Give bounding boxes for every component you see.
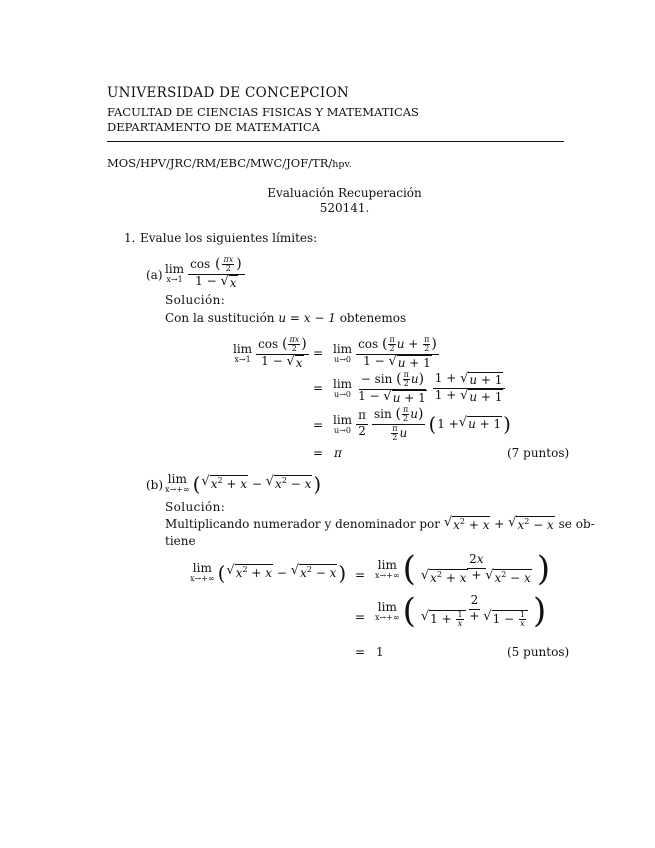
part-b-label: (b) <box>146 478 164 492</box>
course-code: 520141. <box>319 201 370 215</box>
authors-tail: hpv. <box>332 159 352 170</box>
part-b-points: (5 puntos) <box>507 645 570 659</box>
part-b-intro-line2: tiene <box>165 534 196 548</box>
part-b-lhs: lim x→+∞ ( √ $x^2 + x$ − √ $x^2 - x$ ) <box>190 560 347 585</box>
part-a-step3: lim u→0 $\frac{\pi}{2}$ sin ( $\frac{\pi}{2}$ u) $\frac{\pi}{2}$ u ( 1 + √ u + 1 ) <box>333 405 511 442</box>
part-a-step2: lim u→0 − sin ( $\frac{\pi}{2}$ u) 1 − √ u + 1 1 + √ u + 1 1 + √ u + 1 <box>333 371 507 405</box>
faculty-name: FACULTAD DE CIENCIAS FISICAS Y MATEMATICAS <box>107 105 419 119</box>
part-a-solution-label: Solución: <box>165 293 226 307</box>
eq-sign: = <box>313 418 324 432</box>
part-a-step1: lim u→0 cos ( $\frac{\pi}{2}$ u + $\frac{\pi}{2}$ ) 1 − √ u + 1 <box>333 335 437 370</box>
part-b-step1: lim x→+∞ ( 2x √ $x^2 + x$ + √ $x^2 - x$ ) <box>375 549 551 589</box>
part-a-intro: Con la sustitución u = x − 1 obtenemos <box>165 311 407 325</box>
eq-sign: = <box>355 645 366 659</box>
part-b-limit: lim x→+∞ ( √ $x^2 + x$ − √ $x^2 - x$ ) <box>165 471 322 496</box>
part-a-result: π <box>334 446 342 460</box>
university-name: UNIVERSIDAD DE CONCEPCION <box>107 85 350 101</box>
problem-statement: Evalue los siguientes límites: <box>140 231 318 245</box>
eq-sign: = <box>355 610 366 624</box>
authors-main: MOS/HPV/JRC/RM/EBC/MWC/JOF/TR/ <box>107 156 333 170</box>
header-rule <box>107 141 564 142</box>
eq-sign: = <box>313 446 324 460</box>
part-b-step2: lim x→+∞ ( 2 √ 1 + $\frac{1}{x}$ + √ 1 − $\frac{1}{x}$ ) <box>375 591 547 631</box>
part-a-lhs: lim x→1 cos ( $\frac{\pi x}{2}$ ) 1 − √ x <box>233 335 307 370</box>
eq-sign: = <box>313 381 324 395</box>
exam-title: Evaluación Recuperación <box>267 186 422 200</box>
authors-line <box>107 152 352 171</box>
eq-sign: = <box>355 568 366 582</box>
part-a-label: (a) <box>146 268 163 282</box>
part-a-limit: lim x→1 cos ( $\frac{\pi x}{2}$ ) 1 − √ x <box>165 256 247 290</box>
part-b-solution-label: Solución: <box>165 500 226 514</box>
part-b-result: 1 <box>376 645 384 659</box>
eq-sign: = <box>313 346 324 360</box>
problem-number: 1. <box>124 231 136 245</box>
part-a-points: (7 puntos) <box>507 446 570 460</box>
department-name: DEPARTAMENTO DE MATEMATICA <box>107 120 320 134</box>
part-b-intro-line1: Multiplicando numerador y denominador por √ $x^2 + x$ + √ $x^2 - x$ se ob- <box>165 515 595 532</box>
